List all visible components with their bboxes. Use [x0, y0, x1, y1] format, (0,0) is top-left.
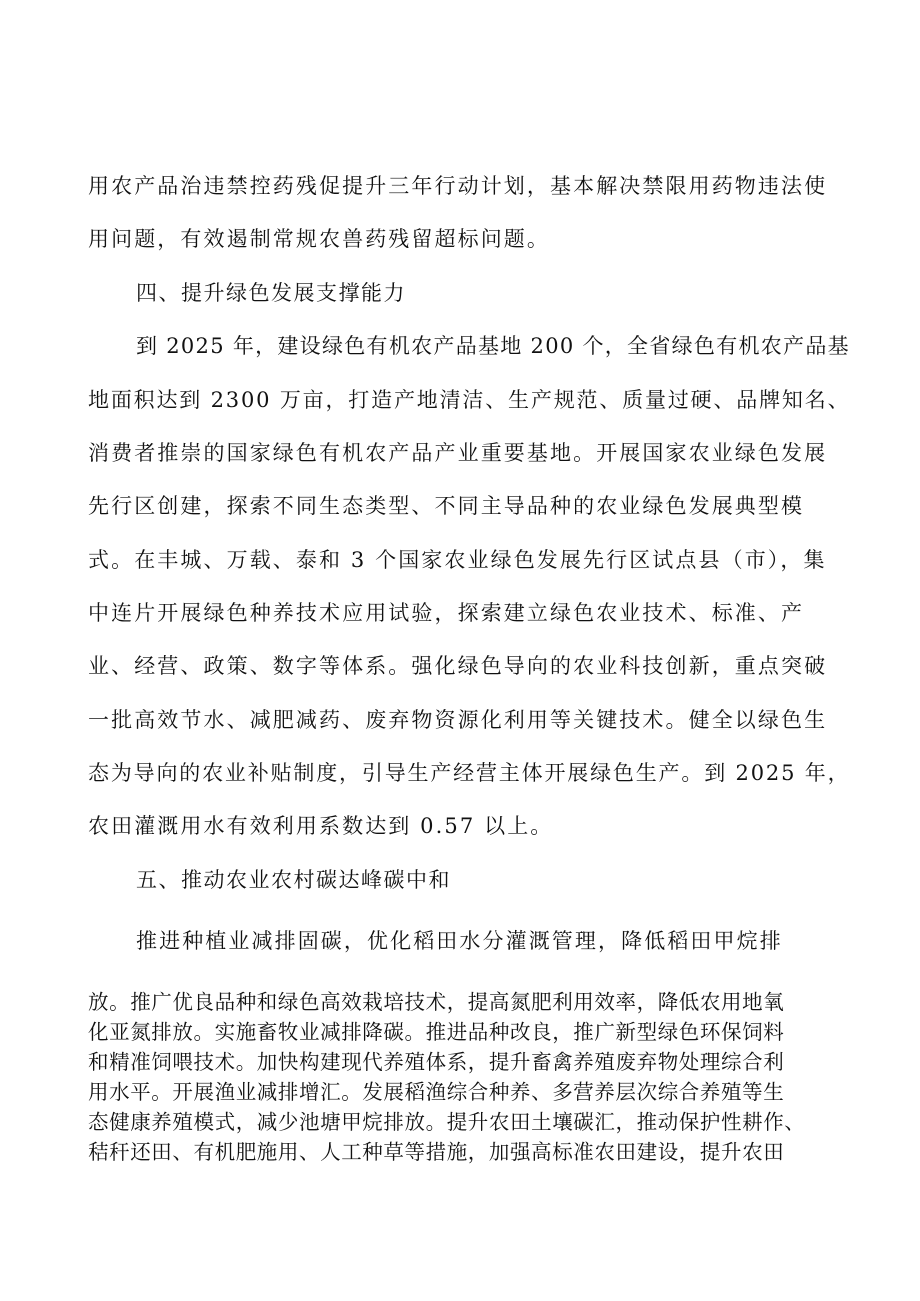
text-line-20: 态健康养殖模式，减少池塘甲烷排放。提升农田土壤碳汇，推动保护性耕作、: [88, 1110, 806, 1134]
text-line-17: 化亚氮排放。实施畜牧业减排降碳。推进品种改良，推广新型绿色环保饲料: [88, 1020, 785, 1044]
text-line-21: 秸秆还田、有机肥施用、人工种草等措施，加强高标准农田建设，提升农田: [88, 1140, 785, 1164]
text-line-6: 消费者推崇的国家绿色有机农产品产业重要基地。开展国家农业绿色发展: [88, 441, 828, 465]
text-line-19: 用水平。开展渔业减排增汇。发展稻渔综合种养、多营养层次综合养殖等生: [88, 1080, 785, 1104]
text-line-1: 用农产品治违禁控药残促提升三年行动计划，基本解决禁限用药物违法使: [88, 174, 828, 198]
text-line-10: 业、经营、政策、数字等体系。强化绿色导向的农业科技创新，重点突破: [88, 654, 828, 678]
text-line-2: 用问题，有效遏制常规农兽药残留超标问题。: [88, 227, 550, 251]
text-line-18: 和精准饲喂技术。加快构建现代养殖体系，提升畜禽养殖废弃物处理综合利: [88, 1050, 785, 1074]
text-line-4: 到 2025 年，建设绿色有机农产品基地 200 个，全省绿色有机农产品基: [136, 334, 850, 358]
text-line-13: 农田灌溉用水有效利用系数达到 0.57 以上。: [88, 814, 554, 838]
section-heading-5: 五、推动农业农村碳达峰碳中和: [136, 868, 451, 892]
text-line-15: 推进种植业减排固碳，优化稻田水分灌溉管理，降低稻田甲烷排: [136, 929, 783, 953]
text-line-8: 式。在丰城、万载、泰和 3 个国家农业绿色发展先行区试点县（市），集: [88, 548, 827, 572]
text-line-11: 一批高效节水、减肥减药、废弃物资源化利用等关键技术。健全以绿色生: [88, 708, 828, 732]
text-line-7: 先行区创建，探索不同生态类型、不同主导品种的农业绿色发展典型模: [88, 494, 805, 518]
text-line-5: 地面积达到 2300 万亩，打造产地清洁、生产规范、质量过硬、品牌知名、: [88, 388, 851, 412]
section-heading-4: 四、提升绿色发展支撑能力: [136, 281, 406, 305]
text-line-12: 态为导向的农业补贴制度，引导生产经营主体开展绿色生产。到 2025 年，: [88, 761, 851, 785]
text-line-16: 放。推广优良品种和绿色高效栽培技术，提高氮肥利用效率，降低农用地氧: [88, 990, 785, 1014]
text-line-9: 中连片开展绿色种养技术应用试验，探索建立绿色农业技术、标准、产: [88, 601, 805, 625]
